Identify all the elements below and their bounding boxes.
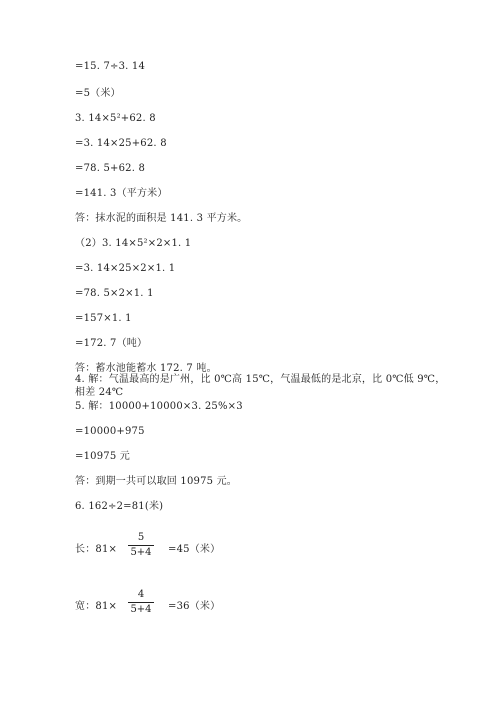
text-line: 相差 24℃ bbox=[75, 387, 124, 398]
length-result: =45（米） bbox=[168, 544, 221, 555]
text-line: =172. 7（吨） bbox=[75, 338, 148, 349]
text-line: =78. 5×2×1. 1 bbox=[75, 288, 154, 299]
text-line: =15. 7÷3. 14 bbox=[75, 61, 146, 72]
length-prefix: 长：81× bbox=[75, 544, 118, 555]
text-line: =5（米） bbox=[75, 88, 121, 99]
width-prefix: 宽：81× bbox=[75, 601, 118, 612]
answer-line: 答：到期一共可以取回 10975 元。 bbox=[75, 476, 237, 487]
width-result: =36（米） bbox=[168, 601, 221, 612]
length-fraction bbox=[128, 532, 154, 559]
fraction-numerator: 4 bbox=[137, 589, 145, 600]
text-line: =10975 元 bbox=[75, 451, 130, 462]
text-line: =141. 3（平方米） bbox=[75, 188, 168, 199]
text-line: 4. 解：气温最高的是广州，比 0℃高 15℃，气温最低的是北京，比 0℃低 9℃， bbox=[75, 374, 446, 385]
text-line: =3. 14×25×2×1. 1 bbox=[75, 263, 176, 274]
fraction-numerator: 5 bbox=[137, 532, 145, 543]
text-line: =10000+975 bbox=[75, 426, 145, 437]
fraction-denominator: 5+4 bbox=[130, 547, 152, 558]
text-line: =157×1. 1 bbox=[75, 313, 132, 324]
text-line: =3. 14×25+62. 8 bbox=[75, 138, 167, 149]
text-line: 3. 14×5²+62. 8 bbox=[75, 113, 156, 124]
fraction-denominator: 5+4 bbox=[130, 604, 152, 615]
text-line: 5. 解：10000+10000×3. 25%×3 bbox=[75, 401, 243, 412]
text-line: 6. 162÷2=81(米) bbox=[75, 501, 164, 512]
answer-line: 答：抹水泥的面积是 141. 3 平方米。 bbox=[75, 213, 248, 224]
fraction-bar bbox=[128, 602, 154, 603]
text-line: =78. 5+62. 8 bbox=[75, 163, 146, 174]
width-fraction bbox=[128, 589, 154, 616]
fraction-bar bbox=[128, 545, 154, 546]
text-line: （2）3. 14×5²×2×1. 1 bbox=[75, 238, 192, 249]
answer-line: 答：蓄水池能蓄水 172. 7 吨。 bbox=[75, 363, 217, 374]
